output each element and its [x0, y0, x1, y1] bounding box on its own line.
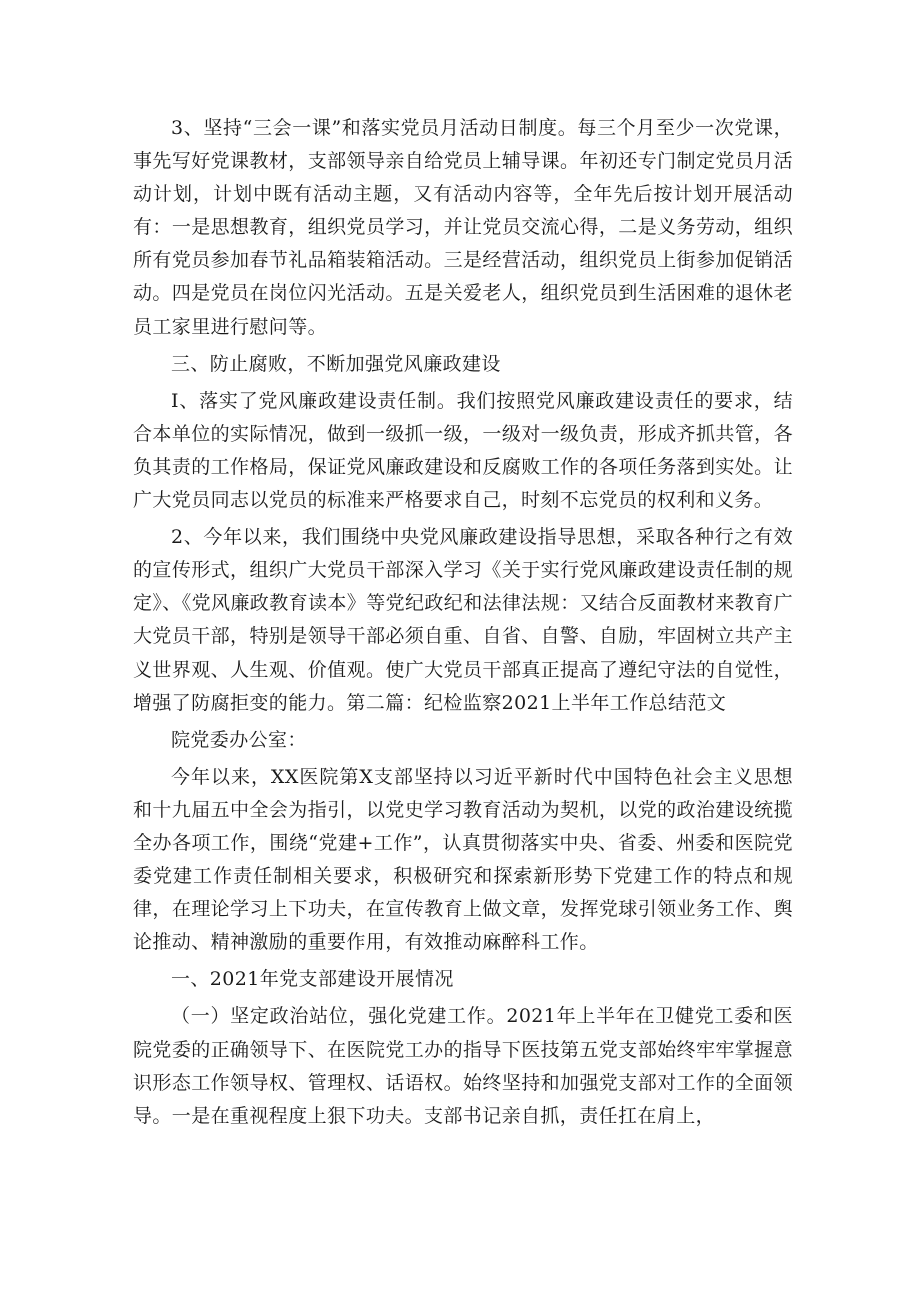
addressee-line: 院党委办公室：	[171, 728, 307, 751]
paragraph-responsibility-system: I、落实了党风廉政建设责任制。我们按照党风廉政建设责任的要求，结合本单位的实际情况，做到一级抓一级，一级对一级负责，形成齐抓共管，各负其责的工作格局，保证党风廉政建设和反腐败工作的各项任务落到实处。让广大党员同志以党员的标准来严格要求自己，时刻不忘党员的权利和义务。	[133, 389, 793, 512]
paragraph-education-campaign: 2、今年以来，我们围绕中央党风廉政建设指导思想，采取各种行之有效的宣传形式，组织广大党员干部深入学习《关于实行党风廉政建设责任制的规定》、《党风廉政教育读本》等党纪政纪和法律法规：又结合反面教材来教育广大党员干部，特别是领导干部必须自重、自省、自警、自励，牢固树立共产主义世界观、人生观、价值观。使广大党员干部真正提高了遵纪守法的自觉性，增强了防腐拒变的能力。第二篇：纪检监察2021上半年工作总结范文	[133, 526, 794, 714]
section-heading-party-branch: 一、2021年党支部建设开展情况	[171, 968, 454, 991]
paragraph-political-stance: （一）坚定政治站位，强化党建工作。2021年上半年在卫健党工委和医院党委的正确领导下、在医院党工办的指导下医技第五党支部始终牢牢掌握意识形态工作领导权、管理权、话语权。始终坚持和加强党支部对工作的全面领导。一是在重视程度上狠下功夫。支部书记亲自抓，责任扛在肩上，	[133, 1005, 793, 1127]
paragraph-three-meetings: 3、坚持“三会一课”和落实党员月活动日制度。每三个月至少一次党课，事先写好党课教材，支部领导亲自给党员上辅导课。年初还专门制定党员月活动计划，计划中既有活动主题，又有活动内容等，全年先后按计划开展活动有：一是思想教育，组织党员学习，并让党员交流心得，二是义务劳动，组织所有党员参加春节礼品箱装箱活动。三是经营活动，组织党员上街参加促销活动。四是党员在岗位闪光活动。五是关爱老人，组织党员到生活困难的退休老员工家里进行慰问等。	[133, 117, 793, 338]
document-page	[133, 112, 793, 1133]
paragraph-introduction: 今年以来，XX医院第X支部坚持以习近平新时代中国特色社会主义思想和十九届五中全会为指引，以党史学习教育活动为契机，以党的政治建设统揽全办各项工作，围绕“党建+工作”，认真贯彻落实中央、省委、州委和医院党委党建工作责任制相关要求，积极研究和探索新形势下党建工作的特点和规律，在理论学习上下功夫，在宣传教育上做文章，发挥党球引领业务工作、舆论推动、精神激励的重要作用，有效推动麻醉科工作。	[133, 765, 793, 954]
section-heading-anti-corruption: 三、防止腐败，不断加强党风廉政建设	[171, 352, 501, 375]
